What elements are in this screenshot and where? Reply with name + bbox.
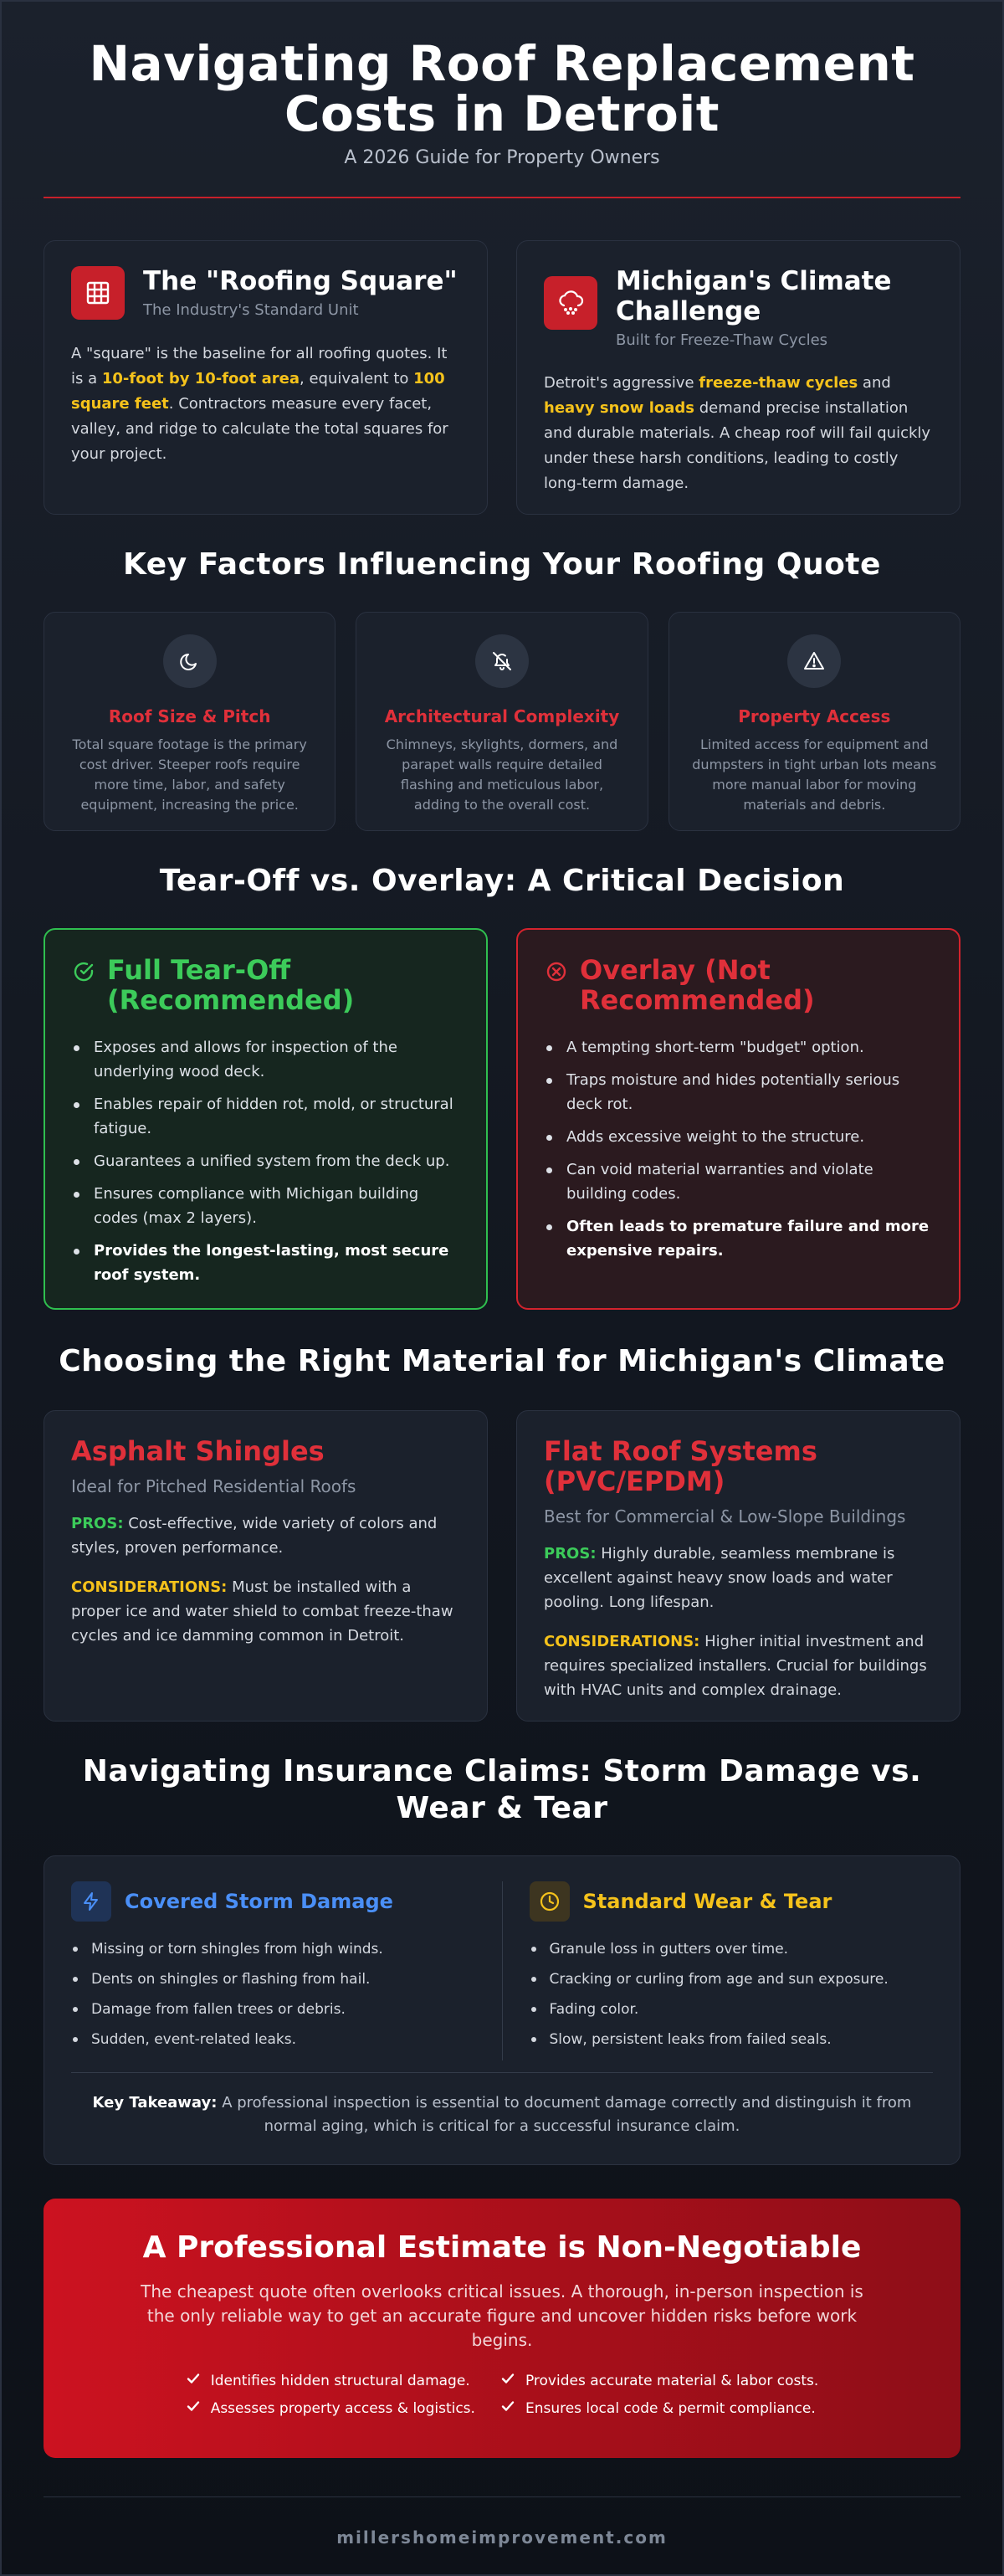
x-circle-icon	[545, 960, 568, 987]
check-circle-icon	[72, 960, 95, 987]
list-item: Damage from fallen trees or debris.	[71, 2000, 475, 2019]
climate-card	[516, 240, 960, 515]
factor-title: Architectural Complexity	[384, 706, 620, 726]
factor-text: Total square footage is the primary cost driver. Steeper roofs require more time, labor, and safety equipment, increasing the price.	[72, 736, 307, 813]
compare-title: Tear-Off vs. Overlay: A Critical Decision	[159, 864, 845, 898]
cta-check-item: Identifies hidden structural damage.	[186, 2371, 475, 2390]
footer-site-link[interactable]: millershomeimprovement.com	[336, 2527, 668, 2548]
insurance-section	[44, 1753, 960, 2165]
material-title: Flat Roof Systems (PVC/EPDM)	[544, 1435, 817, 1497]
warning-icon	[787, 634, 841, 688]
page-subtitle: A 2026 Guide for Property Owners	[344, 147, 660, 168]
factor-text: Chimneys, skylights, dormers, and parapet walls require detailed flashing and meticulous labor, adding to the overall cost.	[386, 736, 618, 813]
flat-roof-card	[516, 1410, 960, 1722]
wear-tear-title: Standard Wear & Tear	[582, 1890, 832, 1913]
grid-icon	[71, 266, 125, 320]
bell-off-icon	[475, 634, 529, 688]
compare-section	[44, 863, 960, 1310]
snow-cloud-icon	[544, 276, 597, 330]
cta-check-item: Provides accurate material & labor costs.	[500, 2371, 818, 2390]
list-item: Cracking or curling from age and sun exposure.	[530, 1970, 934, 1988]
tear-off-list	[72, 1035, 459, 1287]
footer-divider	[44, 2496, 960, 2497]
wear-tear-column	[503, 1881, 934, 2060]
climate-kicker: Built for Freeze-Thaw Cycles	[616, 331, 828, 349]
factor-title: Roof Size & Pitch	[108, 706, 271, 726]
covered-damage-title: Covered Storm Damage	[125, 1890, 393, 1913]
list-item: Enables repair of hidden rot, mold, or structural fatigue.	[72, 1092, 459, 1141]
material-kicker: Ideal for Pitched Residential Roofs	[71, 1476, 356, 1496]
roofing-square-kicker: The Industry's Standard Unit	[143, 301, 359, 319]
overlay-card	[516, 928, 960, 1310]
list-item: Slow, persistent leaks from failed seals.	[530, 2030, 934, 2049]
factor-title: Property Access	[738, 706, 891, 726]
climate-title: Michigan's Climate Challenge	[616, 266, 892, 326]
covered-damage-column	[71, 1881, 503, 2060]
cta-check-item: Assesses property access & logistics.	[186, 2399, 475, 2418]
tear-off-title: Full Tear-Off (Recommended)	[107, 954, 355, 1016]
check-icon	[186, 2371, 201, 2390]
key-takeaway: Key Takeaway: A professional inspection is essential to document damage correctly and distinguish it from normal aging, which is critical for a successful insurance claim.	[92, 2094, 912, 2135]
material-pros: PROS: Highly durable, seamless membrane is excellent against heavy snow loads and water pooling. Long lifespan.	[544, 1545, 895, 1611]
tear-off-card	[44, 928, 488, 1310]
material-considerations: CONSIDERATIONS: Higher initial investment and requires specialized installers. Crucial for buildings with HVAC units and complex drainage.	[544, 1633, 927, 1699]
list-item: Exposes and allows for inspection of the underlying wood deck.	[72, 1035, 459, 1084]
materials-section	[44, 1343, 960, 1722]
lightning-icon	[71, 1881, 111, 1922]
factor-text: Limited access for equipment and dumpsters in tight urban lots means more manual labor for moving materials and debris.	[692, 736, 937, 813]
cta-title: A Professional Estimate is Non-Negotiable	[142, 2230, 862, 2265]
climate-text: Detroit's aggressive freeze-thaw cycles and heavy snow loads demand precise installation and durable materials. A cheap roof will fail quickly under these harsh conditions, leading to costly long-term damage.	[544, 374, 931, 492]
list-item: A tempting short-term "budget" option.	[545, 1035, 932, 1060]
list-item: Traps moisture and hides potentially serious deck rot.	[545, 1068, 932, 1116]
factor-card-access	[668, 612, 960, 831]
list-item: Ensures compliance with Michigan building codes (max 2 layers).	[72, 1182, 459, 1230]
clock-icon	[530, 1881, 570, 1922]
material-kicker: Best for Commercial & Low-Slope Buildings	[544, 1506, 906, 1527]
list-item: Provides the longest-lasting, most secure roof system.	[72, 1239, 459, 1287]
factors-title: Key Factors Influencing Your Roofing Quote	[123, 547, 881, 582]
check-icon	[500, 2399, 515, 2418]
cta-checklist	[94, 2371, 910, 2418]
roofing-square-text: A "square" is the baseline for all roofing quotes. It is a 10-foot by 10-foot area, equivalent to 100 square feet. Contractors measure every facet, valley, and ridge to calculate the total squares for your project.	[71, 345, 448, 463]
list-item: Missing or torn shingles from high winds.	[71, 1940, 475, 1958]
estimate-cta	[44, 2199, 960, 2458]
page-title: Navigating Roof Replacement Costs in Detroit	[89, 35, 915, 142]
list-item: Sudden, event-related leaks.	[71, 2030, 475, 2049]
list-item: Adds excessive weight to the structure.	[545, 1125, 932, 1149]
check-icon	[186, 2399, 201, 2418]
header	[44, 0, 960, 198]
factor-card-size	[44, 612, 336, 831]
material-considerations: CONSIDERATIONS: Must be installed with a proper ice and water shield to combat freeze-thaw cycles and ice damming common in Detroit.	[71, 1578, 453, 1645]
asphalt-shingles-card	[44, 1410, 488, 1722]
roofing-square-title: The "Roofing Square"	[143, 266, 458, 296]
cta-check-item: Ensures local code & permit compliance.	[500, 2399, 818, 2418]
insurance-divider	[71, 2072, 933, 2073]
overlay-title: Overlay (Not Recommended)	[580, 954, 815, 1016]
material-pros: PROS: Cost-effective, wide variety of colors and styles, proven performance.	[71, 1515, 438, 1557]
list-item: Can void material warranties and violate building codes.	[545, 1157, 932, 1206]
overlay-list	[545, 1035, 932, 1263]
factors-section	[44, 547, 960, 831]
insurance-title: Navigating Insurance Claims: Storm Damage vs. Wear & Tear	[82, 1754, 922, 1825]
list-item: Dents on shingles or flashing from hail.	[71, 1970, 475, 1988]
insurance-card	[44, 1855, 960, 2165]
check-icon	[500, 2371, 515, 2390]
list-item: Fading color.	[530, 2000, 934, 2019]
materials-title: Choosing the Right Material for Michigan's Climate	[59, 1344, 945, 1378]
material-title: Asphalt Shingles	[71, 1435, 325, 1467]
list-item: Often leads to premature failure and more expensive repairs.	[545, 1214, 932, 1263]
roofing-square-card	[44, 240, 488, 515]
list-item: Granule loss in gutters over time.	[530, 1940, 934, 1958]
moon-icon	[163, 634, 217, 688]
factor-card-complexity	[356, 612, 648, 831]
cta-text: The cheapest quote often overlooks critical issues. A thorough, in-person inspection is the only reliable way to get an accurate figure and uncover hidden risks before work begins.	[141, 2281, 863, 2350]
list-item: Guarantees a unified system from the deck up.	[72, 1149, 459, 1173]
intro-section	[44, 240, 960, 515]
header-divider	[44, 197, 960, 198]
